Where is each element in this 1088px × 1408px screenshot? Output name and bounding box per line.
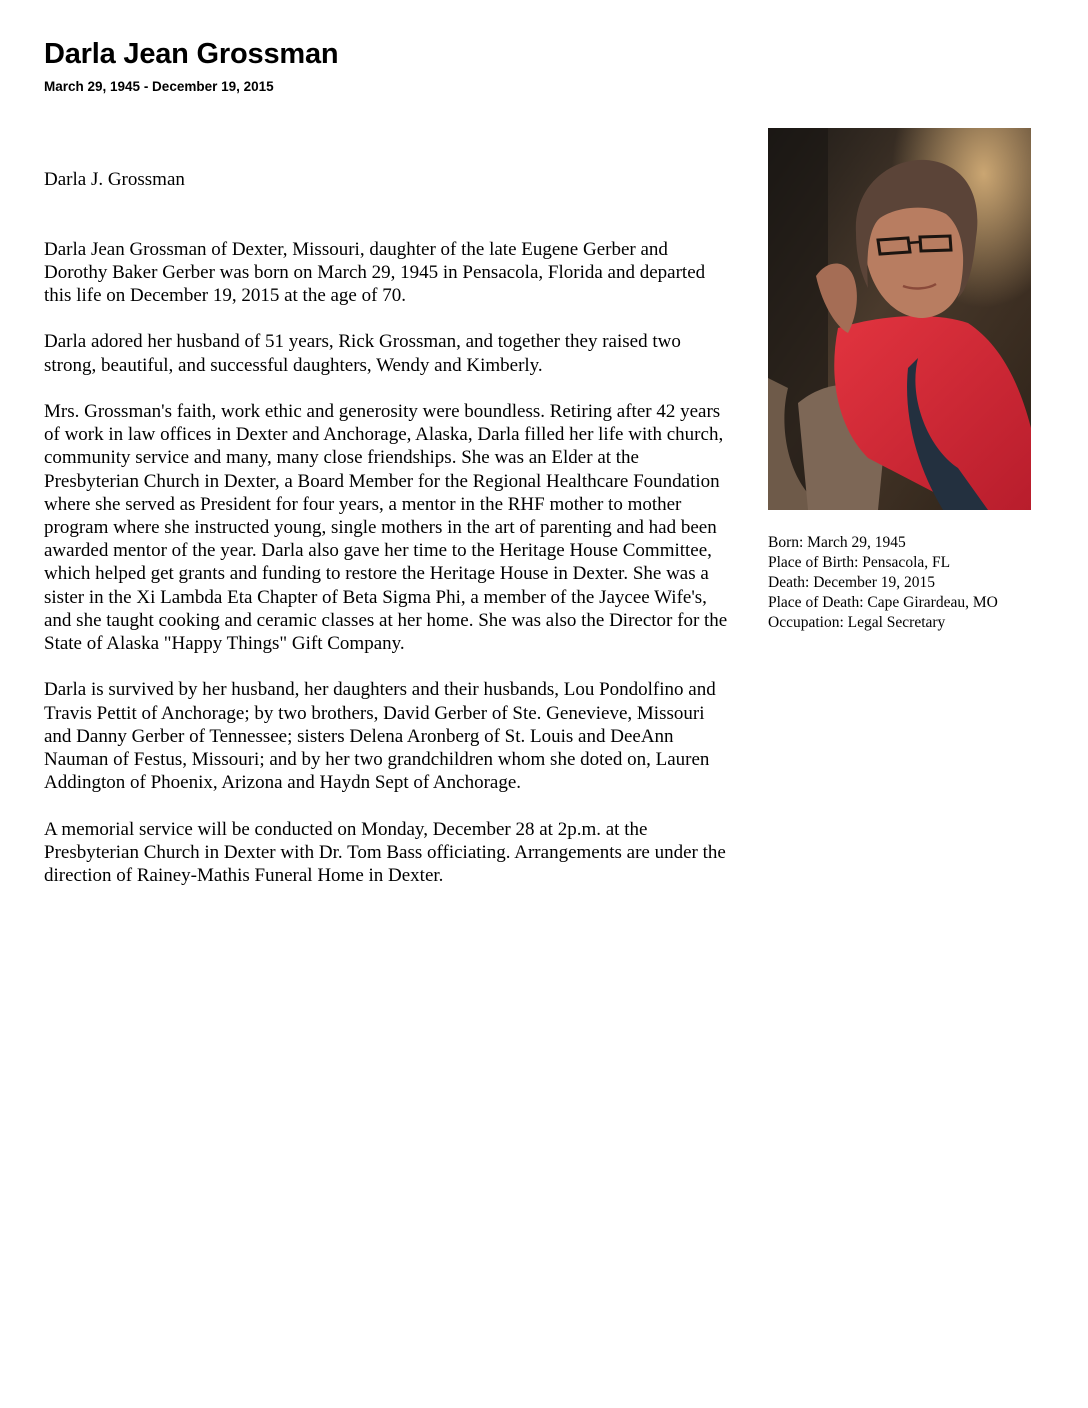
fact-death: Death: December 19, 2015 <box>768 574 935 591</box>
short-name: Darla J. Grossman <box>44 169 185 190</box>
portrait-illustration <box>768 128 1031 510</box>
obituary-paragraph-birth: Darla Jean Grossman of Dexter, Missouri, daughter of the late Eugene Gerber and Dorothy Baker Gerber was born on March 29, 1945 in Pensacola, Florida and departed this life on December 19, 2015 at the age of 70. <box>44 238 706 306</box>
obituary-paragraph-family: Darla adored her husband of 51 years, Rick Grossman, and together they raised two strong, beautiful, and successful daughters, Wendy and Kimberly. <box>44 331 681 376</box>
portrait-photo <box>768 128 1031 510</box>
obituary-paragraph-survivors: Darla is survived by her husband, her daughters and their husbands, Lou Pondolfino and Travis Pettit of Anchorage; by two brothers, David Gerber of Ste. Genevieve, Missouri and Danny Gerber of Tennessee; sisters Delena Aronberg of St. Louis and DeeAnn Nauman of Festus, Missouri; and by her two grandchildren whom she doted on, Lauren Addington of Phoenix, Arizona and Haydn Sept of Anchorage. <box>44 679 716 794</box>
life-dates: March 29, 1945 - December 19, 2015 <box>44 79 274 94</box>
deceased-name-title: Darla Jean Grossman <box>44 38 339 70</box>
fact-place-of-birth: Place of Birth: Pensacola, FL <box>768 554 951 571</box>
fact-occupation: Occupation: Legal Secretary <box>768 614 946 631</box>
obituary-paragraph-life: Mrs. Grossman's faith, work ethic and generosity were boundless. Retiring after 42 years of work in law offices in Dexter and Anchorage, Alaska, Darla filled her life with church, community service and many, many close friendships. She was an Elder at the Presbyterian Church in Dexter, a Board Member for the Regional Healthcare Foundation where she served as President for four years, a mentor in the RHF mother to mother program where she instructed young, single mothers in the art of parenting and had been awarded mentor of the year. Darla also gave her time to the Heritage House Committee, which helped get grants and funding to restore the Heritage House in Dexter. She was a sister in the Xi Lambda Eta Chapter of Beta Sigma Phi, a member of the Jaycee Wife's, and she taught cooking and ceramic classes at her home. She was also the Director for the State of Alaska "Happy Things" Gift Company. <box>44 400 728 655</box>
fact-born: Born: March 29, 1945 <box>768 534 906 551</box>
vital-facts <box>768 533 1078 633</box>
fact-place-of-death: Place of Death: Cape Girardeau, MO <box>768 594 998 611</box>
obituary-body <box>44 168 734 910</box>
obituary-paragraph-service: A memorial service will be conducted on Monday, December 28 at 2p.m. at the Presbyterian Church in Dexter with Dr. Tom Bass officiating. Arrangements are under the direction of Rainey-Mathis Funeral Home in Dexter. <box>44 818 726 887</box>
